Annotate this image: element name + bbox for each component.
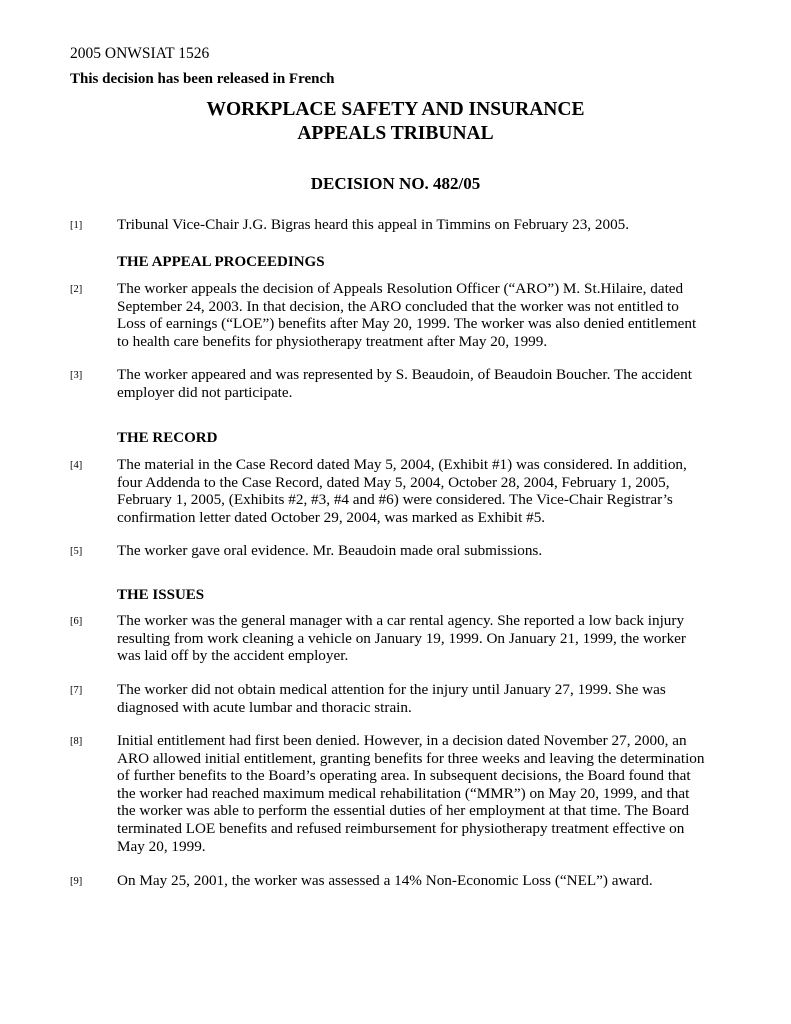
paragraph-number: [1]: [70, 220, 83, 231]
text-line: On May 25, 2001, the worker was assessed a 14% Non-Economic Loss (“NEL”) award.: [117, 872, 653, 889]
release-note: This decision has been released in French: [70, 71, 335, 87]
paragraph-text: [117, 542, 727, 560]
paragraph-text: [117, 732, 727, 855]
paragraph-number: [3]: [70, 370, 83, 381]
text-line: September 24, 2003. In that decision, the ARO concluded that the worker was not entitled to: [117, 297, 679, 315]
title-line-1: WORKPLACE SAFETY AND INSURANCE: [206, 99, 585, 120]
paragraph-text: [117, 872, 727, 890]
paragraph-text: [117, 681, 727, 716]
citation: 2005 ONWSIAT 1526: [70, 45, 210, 62]
text-line: the worker was able to perform the essential duties of her employment at that time. The Board: [117, 802, 690, 820]
text-line: May 20, 1999.: [117, 837, 206, 855]
paragraph-number: [8]: [70, 736, 83, 747]
text-line: Tribunal Vice-Chair J.G. Bigras heard this appeal in Timmins on February 23, 2005.: [117, 216, 630, 233]
heading-issues: THE ISSUES: [117, 587, 205, 603]
text-line: February 1, 2005, (Exhibits #2, #3, #4 and #6) were considered. The Vice-Chair Registrar’s: [117, 491, 673, 509]
text-line: the worker had reached maximum medical rehabilitation (“MMR”) on May 20, 1999, and that: [117, 784, 690, 802]
title-line-2: APPEALS TRIBUNAL: [297, 123, 494, 144]
text-line: to health care benefits for physiotherapy treatment after May 20, 1999.: [117, 332, 548, 350]
paragraph-number: [7]: [70, 685, 83, 696]
text-line: The worker gave oral evidence. Mr. Beaudoin made oral submissions.: [117, 542, 543, 559]
text-line: The worker appeals the decision of Appeals Resolution Officer (“ARO”) M. St.Hilaire, dated: [117, 280, 684, 297]
text-line: of further benefits to the Board’s operating area. In subsequent decisions, the Board found that: [117, 767, 691, 785]
text-line: resulting from work cleaning a vehicle on January 19, 1999. On January 21, 1999, the worker: [117, 629, 686, 647]
paragraph-text: [117, 366, 727, 401]
text-line: was laid off by the accident employer.: [117, 647, 349, 665]
text-line: employer did not participate.: [117, 383, 293, 401]
paragraph-text: [117, 456, 727, 526]
text-line: Loss of earnings (“LOE”) benefits after May 20, 1999. The worker was also denied entitlement: [117, 315, 697, 333]
heading-appeal-proceedings: THE APPEAL PROCEEDINGS: [117, 254, 325, 270]
paragraph-text: [117, 612, 727, 665]
paragraph-number: [5]: [70, 546, 83, 557]
paragraph-number: [6]: [70, 616, 83, 627]
paragraph-text: [117, 280, 727, 350]
text-line: Initial entitlement had first been denied. However, in a decision dated November 27, 2000, an: [117, 732, 687, 749]
paragraph-number: [9]: [70, 876, 83, 887]
text-line: diagnosed with acute lumbar and thoracic strain.: [117, 698, 412, 716]
text-line: The worker appeared and was represented by S. Beaudoin, of Beaudoin Boucher. The accident: [117, 366, 692, 383]
paragraph-number: [4]: [70, 460, 83, 471]
text-line: The worker was the general manager with a car rental agency. She reported a low back injury: [117, 612, 685, 629]
paragraph-text: [117, 216, 727, 234]
text-line: ARO allowed initial entitlement, granting benefits for three weeks and leaving the determination: [117, 749, 705, 767]
heading-record: THE RECORD: [117, 430, 218, 446]
text-line: The material in the Case Record dated May 5, 2004, (Exhibit #1) was considered. In addition,: [117, 456, 687, 473]
paragraph-number: [2]: [70, 284, 83, 295]
decision-number: DECISION NO. 482/05: [310, 174, 481, 193]
text-line: confirmation letter dated October 29, 2004, was marked as Exhibit #5.: [117, 508, 546, 526]
text-line: terminated LOE benefits and refused reimbursement for physiotherapy treatment effective on: [117, 819, 685, 837]
text-line: The worker did not obtain medical attention for the injury until January 27, 1999. She was: [117, 681, 666, 698]
document-title: [0, 98, 791, 146]
text-line: four Addenda to the Case Record, dated May 5, 2004, October 28, 2004, February 1, 2005,: [117, 473, 670, 491]
